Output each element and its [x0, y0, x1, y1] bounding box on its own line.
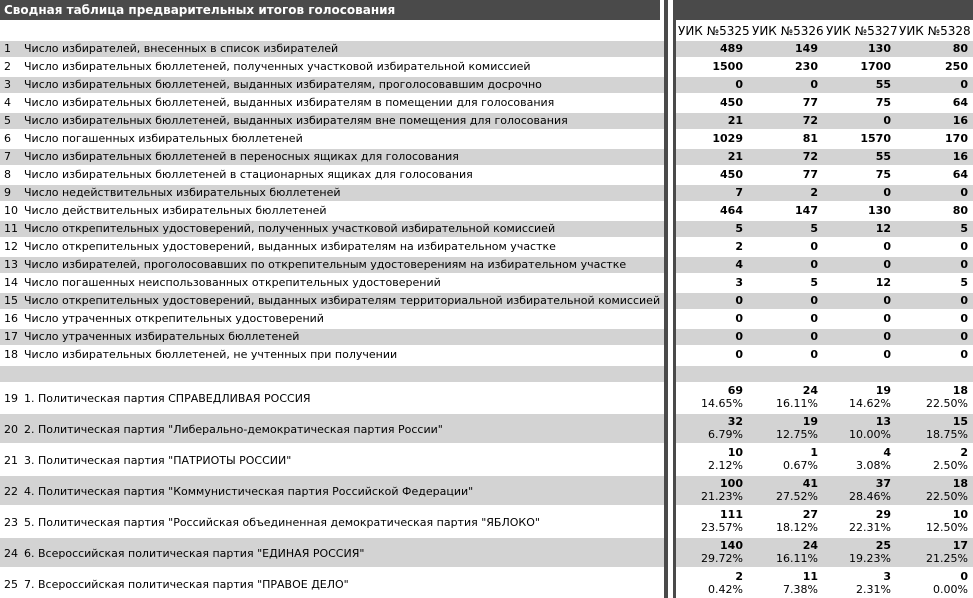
row-label: Число избирательных бюллетеней, выданных избирателям в помещении для голосования [24, 96, 555, 109]
value-cell: 21 [727, 114, 743, 127]
value-cell: 0 [735, 294, 743, 307]
row-label: 4. Политическая партия "Коммунистическая партия Российской Федерации" [24, 484, 474, 498]
value-cell: 10 [727, 446, 743, 459]
value-cell: 4 [883, 446, 891, 459]
value-cell: 0 [735, 312, 743, 325]
percent-cell: 27.52% [776, 490, 818, 503]
row-number: 7 [4, 150, 11, 163]
row-label: 7. Всероссийская политическая партия "ПРАВОЕ ДЕЛО" [24, 577, 349, 591]
value-cell: 19 [875, 384, 891, 397]
value-cell: 5 [810, 276, 818, 289]
value-cell: 0 [960, 312, 968, 325]
row-number: 12 [4, 240, 18, 253]
percent-cell: 29.72% [701, 552, 743, 565]
row-label: Число избирательных бюллетеней, выданных избирателям, проголосовавшим досрочно [24, 78, 542, 91]
value-cell: 4 [735, 258, 743, 271]
value-cell: 2 [810, 186, 818, 199]
value-cell: 3 [883, 570, 891, 583]
value-cell: 0 [883, 330, 891, 343]
percent-cell: 22.50% [926, 490, 968, 503]
column-header: УИК №5325 [678, 24, 750, 38]
value-cell: 16 [952, 150, 968, 163]
value-cell: 1570 [860, 132, 891, 145]
row-number: 21 [4, 453, 18, 467]
value-cell: 130 [868, 42, 891, 55]
value-cell: 80 [952, 204, 968, 217]
row-number: 5 [4, 114, 11, 127]
percent-cell: 28.46% [849, 490, 891, 503]
value-cell: 1700 [860, 60, 891, 73]
value-cell: 0 [883, 294, 891, 307]
percent-cell: 21.23% [701, 490, 743, 503]
row-number: 22 [4, 484, 18, 498]
value-cell: 0 [810, 294, 818, 307]
value-cell: 170 [945, 132, 968, 145]
value-cell: 7 [735, 186, 743, 199]
value-cell: 489 [720, 42, 743, 55]
row-label: Число избирательных бюллетеней в переносных ящиках для голосования [24, 150, 459, 163]
column-header: УИК №5327 [826, 24, 898, 38]
value-cell: 230 [795, 60, 818, 73]
value-cell: 1 [810, 446, 818, 459]
value-cell: 5 [810, 222, 818, 235]
value-cell: 149 [795, 42, 818, 55]
percent-cell: 23.57% [701, 521, 743, 534]
value-cell: 29 [875, 508, 891, 521]
percent-cell: 16.11% [776, 397, 818, 410]
row-number: 24 [4, 546, 18, 560]
value-cell: 12 [875, 276, 891, 289]
value-cell: 27 [802, 508, 818, 521]
value-cell: 55 [875, 150, 891, 163]
spacer-row [0, 366, 664, 382]
row-label: Число избирательных бюллетеней в стационарных ящиках для голосования [24, 168, 473, 181]
value-cell: 16 [952, 114, 968, 127]
value-cell: 37 [875, 477, 891, 490]
percent-cell: 6.79% [708, 428, 743, 441]
row-label: Число избирательных бюллетеней, полученных участковой избирательной комиссией [24, 60, 531, 73]
column-header: УИК №5328 [899, 24, 971, 38]
value-cell: 5 [735, 222, 743, 235]
row-number: 6 [4, 132, 11, 145]
value-cell: 464 [720, 204, 743, 217]
row-label: 3. Политическая партия "ПАТРИОТЫ РОССИИ" [24, 453, 292, 467]
value-cell: 72 [802, 114, 818, 127]
value-cell: 140 [720, 539, 743, 552]
row-number: 20 [4, 422, 18, 436]
row-number: 11 [4, 222, 18, 235]
column-header: УИК №5326 [752, 24, 824, 38]
value-cell: 0 [960, 348, 968, 361]
row-label: Число открепительных удостоверений, полученных участковой избирательной комиссией [24, 222, 556, 235]
value-cell: 64 [952, 168, 968, 181]
value-cell: 2 [735, 570, 743, 583]
percent-cell: 3.08% [856, 459, 891, 472]
row-number: 16 [4, 312, 18, 325]
value-cell: 0 [810, 312, 818, 325]
row-number: 9 [4, 186, 11, 199]
row-number: 10 [4, 204, 18, 217]
percent-cell: 12.75% [776, 428, 818, 441]
percent-cell: 2.31% [856, 583, 891, 596]
value-cell: 0 [883, 258, 891, 271]
value-cell: 25 [875, 539, 891, 552]
value-cell: 0 [883, 348, 891, 361]
row-label: Число утраченных открепительных удостоверений [24, 312, 324, 325]
value-cell: 80 [952, 42, 968, 55]
value-cell: 55 [875, 78, 891, 91]
value-cell: 0 [810, 258, 818, 271]
value-cell: 1500 [712, 60, 743, 73]
value-cell: 5 [960, 222, 968, 235]
value-cell: 0 [960, 186, 968, 199]
value-cell: 77 [802, 96, 818, 109]
value-cell: 0 [960, 570, 968, 583]
value-cell: 69 [727, 384, 743, 397]
value-cell: 2 [960, 446, 968, 459]
row-label: 2. Политическая партия "Либерально-демократическая партия России" [24, 422, 443, 436]
row-label: Число недействительных избирательных бюллетеней [24, 186, 341, 199]
value-cell: 10 [952, 508, 968, 521]
value-cell: 0 [960, 78, 968, 91]
percent-cell: 2.50% [933, 459, 968, 472]
value-cell: 0 [735, 78, 743, 91]
value-cell: 81 [802, 132, 818, 145]
value-cell: 250 [945, 60, 968, 73]
row-label: Число погашенных избирательных бюллетеней [24, 132, 303, 145]
row-number: 3 [4, 78, 11, 91]
spacer-row [676, 366, 973, 382]
value-cell: 77 [802, 168, 818, 181]
value-cell: 0 [883, 240, 891, 253]
row-number: 23 [4, 515, 18, 529]
value-cell: 3 [735, 276, 743, 289]
row-label: Число открепительных удостоверений, выданных избирателям территориальной избирательной комиссией [24, 294, 661, 307]
value-cell: 75 [875, 168, 891, 181]
row-number: 25 [4, 577, 18, 591]
value-cell: 450 [720, 168, 743, 181]
value-cell: 24 [802, 384, 818, 397]
value-cell: 0 [883, 114, 891, 127]
value-cell: 0 [810, 330, 818, 343]
percent-cell: 14.65% [701, 397, 743, 410]
row-number: 1 [4, 42, 11, 55]
value-cell: 17 [952, 539, 968, 552]
value-cell: 147 [795, 204, 818, 217]
percent-cell: 22.50% [926, 397, 968, 410]
percent-cell: 2.12% [708, 459, 743, 472]
percent-cell: 0.42% [708, 583, 743, 596]
percent-cell: 19.23% [849, 552, 891, 565]
percent-cell: 14.62% [849, 397, 891, 410]
row-label: Число избирательных бюллетеней, выданных избирателям вне помещения для голосования [24, 114, 568, 127]
percent-cell: 18.12% [776, 521, 818, 534]
value-cell: 13 [875, 415, 891, 428]
value-cell: 75 [875, 96, 891, 109]
value-cell: 0 [960, 294, 968, 307]
value-cell: 32 [727, 415, 743, 428]
value-cell: 0 [960, 258, 968, 271]
value-cell: 1029 [712, 132, 743, 145]
row-number: 15 [4, 294, 18, 307]
row-label: Число открепительных удостоверений, выданных избирателям на избирательном участке [24, 240, 556, 253]
value-cell: 41 [802, 477, 818, 490]
header-bar [676, 0, 973, 20]
row-number: 8 [4, 168, 11, 181]
value-cell: 2 [735, 240, 743, 253]
value-cell: 0 [883, 312, 891, 325]
row-label: Число погашенных неиспользованных открепительных удостоверений [24, 276, 441, 289]
percent-cell: 18.75% [926, 428, 968, 441]
row-number: 18 [4, 348, 18, 361]
percent-cell: 0.67% [783, 459, 818, 472]
value-cell: 0 [735, 330, 743, 343]
value-cell: 12 [875, 222, 891, 235]
row-label: Число утраченных избирательных бюллетеней [24, 330, 300, 343]
row-number: 4 [4, 96, 11, 109]
value-cell: 5 [960, 276, 968, 289]
row-label: 1. Политическая партия СПРАВЕДЛИВАЯ РОССИЯ [24, 391, 311, 405]
row-label: Число избирателей, внесенных в список избирателей [24, 42, 339, 55]
page-title: Сводная таблица предварительных итогов голосования [0, 0, 660, 20]
row-number: 19 [4, 391, 18, 405]
percent-cell: 22.31% [849, 521, 891, 534]
row-label: Число избирательных бюллетеней, не учтенных при получении [24, 348, 398, 361]
percent-cell: 16.11% [776, 552, 818, 565]
value-cell: 0 [960, 330, 968, 343]
value-cell: 21 [727, 150, 743, 163]
value-cell: 130 [868, 204, 891, 217]
row-label: Число избирателей, проголосовавших по открепительным удостоверениям на избирательном участке [24, 258, 627, 271]
row-label: Число действительных избирательных бюллетеней [24, 204, 327, 217]
row-label: 5. Политическая партия "Российская объединенная демократическая партия "ЯБЛОКО" [24, 515, 540, 529]
row-label: 6. Всероссийская политическая партия "ЕДИНАЯ РОССИЯ" [24, 546, 365, 560]
value-cell: 24 [802, 539, 818, 552]
row-number: 2 [4, 60, 11, 73]
percent-cell: 10.00% [849, 428, 891, 441]
row-number: 14 [4, 276, 18, 289]
value-cell: 19 [802, 415, 818, 428]
value-cell: 64 [952, 96, 968, 109]
value-cell: 0 [960, 240, 968, 253]
percent-cell: 12.50% [926, 521, 968, 534]
row-number: 13 [4, 258, 18, 271]
value-cell: 18 [952, 477, 968, 490]
percent-cell: 21.25% [926, 552, 968, 565]
value-cell: 0 [735, 348, 743, 361]
value-cell: 18 [952, 384, 968, 397]
value-cell: 0 [810, 78, 818, 91]
value-cell: 15 [952, 415, 968, 428]
value-cell: 0 [883, 186, 891, 199]
value-cell: 72 [802, 150, 818, 163]
value-cell: 11 [802, 570, 818, 583]
percent-cell: 7.38% [783, 583, 818, 596]
value-cell: 0 [810, 240, 818, 253]
value-cell: 0 [810, 348, 818, 361]
percent-cell: 0.00% [933, 583, 968, 596]
row-number: 17 [4, 330, 18, 343]
value-cell: 450 [720, 96, 743, 109]
value-cell: 111 [720, 508, 743, 521]
value-cell: 100 [720, 477, 743, 490]
